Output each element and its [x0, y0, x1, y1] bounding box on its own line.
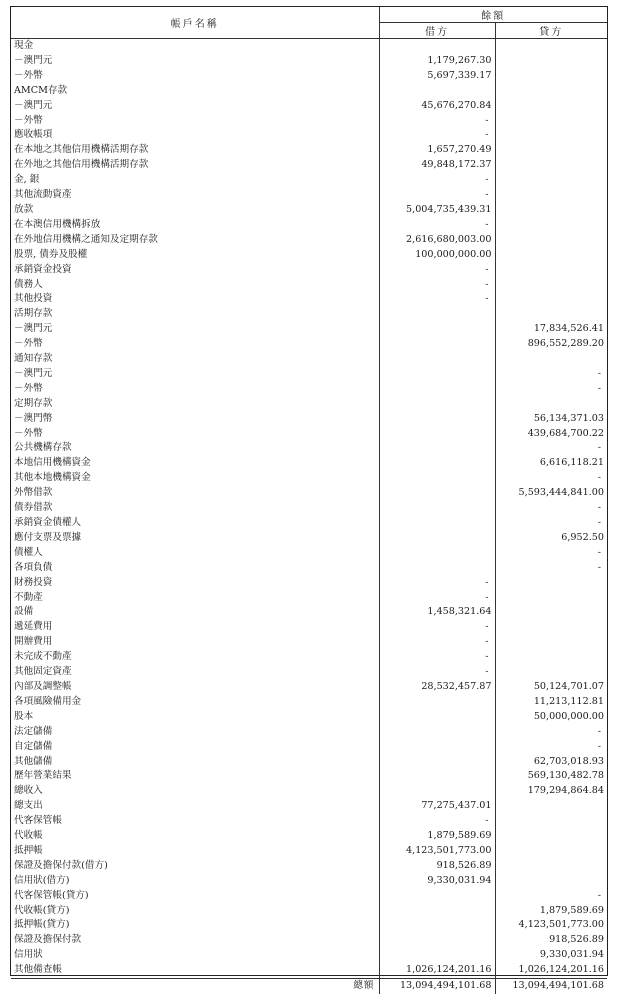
account-name-cell: 法定儲備: [14, 725, 53, 737]
account-name-cell: 承銷資金債權人: [14, 517, 82, 528]
debit-cell: [379, 740, 495, 755]
debit-cell: [379, 352, 495, 367]
table-row: [11, 307, 607, 322]
debit-cell: [379, 307, 495, 322]
table-row: [11, 218, 607, 233]
table-row: [11, 367, 607, 382]
credit-cell: -: [495, 546, 607, 561]
debit-cell: [379, 471, 495, 486]
credit-cell: 6,616,118.21: [495, 456, 607, 471]
table-row: [11, 128, 607, 143]
debit-cell: -: [379, 665, 495, 680]
credit-cell: 50,000,000.00: [495, 710, 607, 725]
debit-cell: [379, 933, 495, 948]
table-row: [11, 188, 607, 203]
table-row: [11, 39, 607, 54]
table-row: [11, 278, 607, 293]
account-name-cell: 債權人: [14, 546, 43, 558]
debit-cell: -: [379, 188, 495, 203]
account-name-cell: 代收帳(貸方): [14, 904, 70, 916]
account-name-cell: －澳門元: [14, 99, 53, 111]
table-row: [11, 710, 607, 725]
credit-cell: 179,294,864.84: [495, 784, 607, 799]
table-row: [11, 605, 607, 620]
credit-cell: 896,552,289.20: [495, 337, 607, 352]
account-name-cell: 內部及調整帳: [14, 680, 72, 692]
debit-cell: 918,526.89: [379, 859, 495, 874]
credit-cell: -: [495, 725, 607, 740]
account-name-cell: －外幣: [14, 427, 43, 439]
debit-cell: [379, 516, 495, 531]
credit-cell: [495, 859, 607, 874]
account-name-cell: 應收帳項: [14, 129, 53, 141]
account-name-cell: 代客保管帳(貸方): [14, 889, 89, 901]
debit-cell: 4,123,501,773.00: [379, 844, 495, 859]
credit-cell: [495, 188, 607, 203]
account-name-cell: 在本澳信用機構拆放: [14, 218, 101, 230]
credit-cell: [495, 352, 607, 367]
account-name-cell: 債務人: [14, 278, 43, 290]
header-row-top: [11, 7, 607, 23]
account-name-cell: 其他投資: [14, 293, 53, 305]
debit-cell: [379, 456, 495, 471]
debit-cell: [379, 755, 495, 770]
credit-cell: 5,593,444,841.00: [495, 486, 607, 501]
credit-cell: -: [495, 516, 607, 531]
debit-cell: -: [379, 650, 495, 665]
account-name-cell: 其他本地機構資金: [14, 472, 91, 484]
table-row: [11, 755, 607, 770]
debit-cell: [379, 39, 495, 54]
account-name-cell: －澳門元: [14, 323, 53, 335]
account-name-cell: －澳門元: [14, 54, 53, 66]
credit-cell: -: [495, 561, 607, 576]
debit-cell: [379, 561, 495, 576]
credit-cell: -: [495, 740, 607, 755]
account-name-cell: 信用狀: [14, 949, 43, 961]
table-row: [11, 948, 607, 963]
credit-cell: 17,834,526.41: [495, 322, 607, 337]
account-name-cell: 活期存款: [14, 308, 53, 320]
debit-cell: 9,330,031.94: [379, 874, 495, 889]
account-name-cell: 信用狀(借方): [14, 874, 70, 886]
debit-header: 借方: [379, 23, 495, 39]
account-name-cell: 各項風險備用金: [14, 695, 82, 707]
account-name-cell: 不動產: [14, 591, 43, 603]
total-row: [11, 979, 607, 994]
credit-cell: [495, 665, 607, 680]
total-label: 總額: [11, 979, 379, 994]
account-name-cell: 保證及擔保付款: [14, 934, 82, 946]
table-row: [11, 516, 607, 531]
table-row: [11, 471, 607, 486]
debit-cell: -: [379, 173, 495, 188]
debit-cell: [379, 412, 495, 427]
debit-cell: -: [379, 128, 495, 143]
credit-cell: [495, 844, 607, 859]
table-row: [11, 844, 607, 859]
debit-cell: -: [379, 814, 495, 829]
credit-cell: [495, 397, 607, 412]
account-name-cell: －澳門幣: [14, 412, 53, 424]
account-name-cell: －澳門元: [14, 367, 53, 379]
table-row: [11, 620, 607, 635]
debit-cell: [379, 322, 495, 337]
debit-cell: [379, 546, 495, 561]
credit-cell: [495, 39, 607, 54]
debit-cell: [379, 337, 495, 352]
account-name-cell: 代客保管帳: [14, 815, 62, 827]
account-name-cell: －外幣: [14, 338, 43, 350]
table-row: [11, 918, 607, 933]
credit-cell: [495, 158, 607, 173]
account-rows: [11, 39, 607, 979]
account-name-cell: 債券借款: [14, 502, 53, 514]
account-name-cell: 定期存款: [14, 397, 53, 409]
credit-cell: [495, 114, 607, 129]
table-row: [11, 427, 607, 442]
credit-cell: 11,213,112.81: [495, 695, 607, 710]
table-row: [11, 382, 607, 397]
account-name-cell: 金, 銀: [14, 174, 40, 186]
credit-cell: [495, 874, 607, 889]
table-row: [11, 799, 607, 814]
table-row: [11, 591, 607, 606]
debit-cell: [379, 397, 495, 412]
credit-cell: [495, 99, 607, 114]
table-row: [11, 546, 607, 561]
credit-cell: [495, 635, 607, 650]
credit-cell: [495, 292, 607, 307]
credit-cell: [495, 799, 607, 814]
credit-header: 貸方: [495, 23, 607, 39]
account-name-header: 帳戶名稱: [11, 7, 379, 39]
account-name-cell: 財務投資: [14, 576, 53, 588]
credit-cell: -: [495, 889, 607, 904]
debit-cell: [379, 889, 495, 904]
table-row: [11, 397, 607, 412]
credit-cell: [495, 307, 607, 322]
account-name-cell: 外幣借款: [14, 487, 53, 499]
table-row: [11, 904, 607, 919]
table-row: [11, 963, 607, 978]
account-name-cell: 股票, 債券及股權: [14, 248, 88, 260]
account-name-cell: 現金: [14, 40, 34, 51]
credit-cell: [495, 576, 607, 591]
table-row: [11, 248, 607, 263]
table-row: [11, 889, 607, 904]
credit-cell: [495, 233, 607, 248]
table-row: [11, 874, 607, 889]
trial-balance-table: [11, 7, 607, 994]
account-name-cell: 保證及擔保付款(借方): [14, 859, 108, 871]
table-row: [11, 695, 607, 710]
debit-cell: -: [379, 576, 495, 591]
debit-cell: [379, 948, 495, 963]
table-row: [11, 441, 607, 456]
credit-cell: 62,703,018.93: [495, 755, 607, 770]
account-name-cell: 其他備查帳: [14, 964, 62, 976]
debit-cell: [379, 784, 495, 799]
credit-cell: -: [495, 441, 607, 456]
table-row: [11, 54, 607, 69]
total-credit: 13,094,494,101.68: [495, 979, 607, 994]
table-row: [11, 933, 607, 948]
account-name-cell: 總收入: [14, 785, 43, 797]
account-name-cell: 設備: [14, 606, 34, 618]
table-row: [11, 143, 607, 158]
credit-cell: [495, 203, 607, 218]
table-row: [11, 486, 607, 501]
balance-header: 餘額: [379, 7, 607, 23]
debit-cell: 2,616,680,003.00: [379, 233, 495, 248]
debit-cell: 1,458,321.64: [379, 605, 495, 620]
table-row: [11, 814, 607, 829]
debit-cell: -: [379, 114, 495, 129]
debit-cell: -: [379, 620, 495, 635]
debit-cell: 1,657,270.49: [379, 143, 495, 158]
credit-cell: [495, 84, 607, 99]
credit-cell: [495, 69, 607, 84]
account-name-cell: 抵押帳: [14, 844, 43, 856]
table-row: [11, 99, 607, 114]
table-row: [11, 69, 607, 84]
debit-cell: -: [379, 278, 495, 293]
table-row: [11, 531, 607, 546]
account-name-cell: 遞延費用: [14, 621, 53, 633]
credit-cell: -: [495, 471, 607, 486]
account-name-cell: 未完成不動產: [14, 651, 72, 663]
account-name-cell: －外幣: [14, 114, 43, 126]
credit-cell: 918,526.89: [495, 933, 607, 948]
credit-cell: [495, 650, 607, 665]
table-row: [11, 158, 607, 173]
table-row: [11, 114, 607, 129]
credit-cell: [495, 591, 607, 606]
table-row: [11, 635, 607, 650]
table-row: [11, 337, 607, 352]
credit-cell: -: [495, 367, 607, 382]
table-row: [11, 680, 607, 695]
table-row: [11, 322, 607, 337]
debit-cell: [379, 486, 495, 501]
table-row: [11, 859, 607, 874]
credit-cell: [495, 128, 607, 143]
account-name-cell: 開辦費用: [14, 636, 53, 648]
account-name-cell: 總支出: [14, 800, 43, 812]
account-name-cell: －外幣: [14, 69, 43, 81]
credit-cell: [495, 278, 607, 293]
table-row: [11, 501, 607, 516]
debit-cell: [379, 441, 495, 456]
account-name-cell: 各項負債: [14, 561, 53, 573]
debit-cell: 1,026,124,201.16: [379, 963, 495, 978]
debit-cell: [379, 695, 495, 710]
credit-cell: 1,879,589.69: [495, 904, 607, 919]
debit-cell: 28,532,457.87: [379, 680, 495, 695]
table-row: [11, 292, 607, 307]
debit-cell: [379, 367, 495, 382]
table-row: [11, 84, 607, 99]
debit-cell: -: [379, 635, 495, 650]
credit-cell: [495, 248, 607, 263]
debit-cell: [379, 904, 495, 919]
credit-cell: -: [495, 501, 607, 516]
account-name-cell: 本地信用機構資金: [14, 457, 91, 469]
account-name-cell: 承銷資金投資: [14, 263, 72, 275]
credit-cell: 1,026,124,201.16: [495, 963, 607, 978]
table-row: [11, 561, 607, 576]
account-name-cell: 股本: [14, 710, 34, 722]
total-debit: 13,094,494,101.68: [379, 979, 495, 994]
debit-cell: 45,676,270.84: [379, 99, 495, 114]
account-name-cell: 公共機構存款: [14, 442, 72, 454]
account-name-cell: 其他流動資產: [14, 189, 72, 201]
debit-cell: [379, 427, 495, 442]
table-row: [11, 203, 607, 218]
debit-cell: -: [379, 263, 495, 278]
debit-cell: 1,879,589.69: [379, 829, 495, 844]
account-name-cell: 應付支票及票據: [14, 531, 82, 543]
debit-cell: 5,004,735,439.31: [379, 203, 495, 218]
credit-cell: 4,123,501,773.00: [495, 918, 607, 933]
table-row: [11, 173, 607, 188]
debit-cell: 77,275,437.01: [379, 799, 495, 814]
debit-cell: 5,697,339.17: [379, 69, 495, 84]
credit-cell: [495, 829, 607, 844]
credit-cell: -: [495, 382, 607, 397]
debit-cell: [379, 710, 495, 725]
credit-cell: 56,134,371.03: [495, 412, 607, 427]
credit-cell: 9,330,031.94: [495, 948, 607, 963]
table-row: [11, 740, 607, 755]
account-name-cell: 在外地信用機構之通知及定期存款: [14, 233, 158, 245]
credit-cell: 50,124,701.07: [495, 680, 607, 695]
credit-cell: [495, 263, 607, 278]
table-row: [11, 412, 607, 427]
account-name-cell: 在外地之其他信用機構活期存款: [14, 159, 149, 171]
account-name-cell: 代收帳: [14, 830, 43, 842]
debit-cell: -: [379, 591, 495, 606]
table-row: [11, 725, 607, 740]
debit-cell: [379, 84, 495, 99]
account-name-cell: 其他儲備: [14, 755, 53, 767]
trial-balance-sheet: [10, 6, 608, 992]
credit-cell: 6,952.50: [495, 531, 607, 546]
account-name-cell: 自定儲備: [14, 740, 53, 752]
debit-cell: -: [379, 292, 495, 307]
account-name-cell: －外幣: [14, 382, 43, 394]
table-row: [11, 576, 607, 591]
credit-cell: [495, 605, 607, 620]
account-name-cell: 其他固定資產: [14, 666, 72, 678]
table-row: [11, 769, 607, 784]
account-name-cell: 通知存款: [14, 353, 53, 365]
debit-cell: [379, 531, 495, 546]
account-name-cell: 歷年營業結果: [14, 770, 72, 782]
table-row: [11, 650, 607, 665]
table-row: [11, 456, 607, 471]
table-row: [11, 665, 607, 680]
table-row: [11, 352, 607, 367]
account-name-cell: AMCM存款: [14, 84, 68, 96]
credit-cell: 439,684,700.22: [495, 427, 607, 442]
credit-cell: [495, 814, 607, 829]
credit-cell: [495, 143, 607, 158]
account-name-cell: 放款: [14, 203, 34, 215]
table-row: [11, 263, 607, 278]
table-row: [11, 829, 607, 844]
debit-cell: 100,000,000.00: [379, 248, 495, 263]
account-name-cell: 抵押帳(貸方): [14, 919, 70, 931]
debit-cell: -: [379, 218, 495, 233]
debit-cell: [379, 382, 495, 397]
credit-cell: [495, 173, 607, 188]
table-row: [11, 233, 607, 248]
debit-cell: 49,848,172.37: [379, 158, 495, 173]
table-row: [11, 784, 607, 799]
credit-cell: 569,130,482.78: [495, 769, 607, 784]
debit-cell: [379, 501, 495, 516]
debit-cell: [379, 918, 495, 933]
credit-cell: [495, 54, 607, 69]
credit-cell: [495, 620, 607, 635]
debit-cell: [379, 769, 495, 784]
credit-cell: [495, 218, 607, 233]
debit-cell: [379, 725, 495, 740]
debit-cell: 1,179,267.30: [379, 54, 495, 69]
account-name-cell: 在本地之其他信用機構活期存款: [14, 144, 149, 156]
